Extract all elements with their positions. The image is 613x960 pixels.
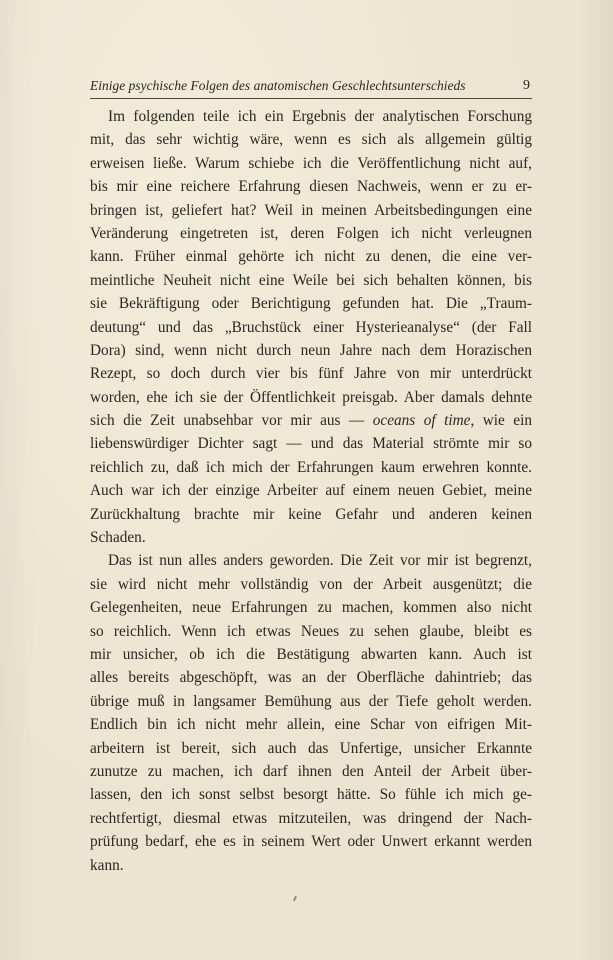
running-title: Einige psychische Folgen des anatomischen Geschlechtsunterschieds — [90, 78, 466, 93]
paragraph-1 — [90, 105, 532, 549]
text-line: Auch war ich der einzige Arbeiter auf einem neuen Gebiet, meine — [90, 482, 532, 500]
ink-speck — [293, 896, 297, 901]
text-line: Das ist nun alles anders geworden. Die Zeit vor mir ist begrenzt, — [108, 552, 532, 570]
text-line: zunutze zu machen, ich darf ihnen den Anteil der Arbeit über- — [90, 762, 532, 780]
text-line: Gelegenheiten, neue Erfahrungen zu machen, kommen also nicht — [90, 599, 532, 617]
paragraph-2 — [90, 549, 532, 876]
text-line: arbeitern ist bereit, sich auch das Unfertige, unsicher Erkannte — [90, 739, 532, 757]
text-line: alles bereits abgeschöpft, was an der Oberfläche dahintrieb; das — [90, 669, 532, 687]
text-line: rechtfertigt, diesmal etwas mitzuteilen, was dringend der Nach- — [90, 809, 532, 827]
text-line: kann. Früher einmal gehörte ich nicht zu denen, die eine ver- — [90, 248, 532, 266]
text-line: sie Bekräftigung oder Berichtigung gefunden hat. Die „Traum- — [90, 295, 532, 313]
text-line: prüfung bedarf, ehe es in seinem Wert oder Unwert erkannt werden — [90, 833, 532, 851]
text-line: kann. — [90, 856, 124, 874]
text-line-with-italic: sich die Zeit unabsehbar vor mir aus — oceans of time, wie ein — [90, 412, 532, 430]
text-line: Zurückhaltung brachte mir keine Gefahr und anderen keinen — [90, 505, 532, 523]
text-line: meintliche Neuheit nicht eine Weile bei sich behalten können, bis — [90, 271, 532, 289]
text-line: übrige muß in langsamer Bemühung aus der Tiefe geholt werden. — [90, 692, 532, 710]
text-line: mir unsicher, ob ich die Bestätigung abwarten kann. Auch ist — [90, 645, 532, 663]
italic-phrase: oceans of time — [372, 412, 471, 430]
body-text — [90, 105, 532, 877]
text-line: Im folgenden teile ich ein Ergebnis der analytischen Forschung — [108, 108, 532, 125]
text-line: sie wird nicht mehr vollständig von der Arbeit ausgenützt; die — [90, 575, 532, 593]
text-line: deutung“ und das „Bruchstück einer Hysterieanalyse“ (der Fall — [90, 318, 532, 336]
text-line: worden, ehe ich sie der Öffentlichkeit preisgab. Aber damals dehnte — [90, 388, 532, 406]
text-line: erweisen ließe. Warum schiebe ich die Veröffentlichung nicht auf, — [90, 154, 532, 172]
page-number: 9 — [523, 78, 530, 93]
text-line: Endlich bin ich nicht mehr allein, eine Schar von eifrigen Mit- — [90, 716, 532, 734]
text-line: Veränderung eingetreten ist, deren Folgen ich nicht verleugnen — [90, 224, 532, 242]
text-line: so reichlich. Wenn ich etwas Neues zu sehen glaube, bleibt es — [90, 622, 532, 640]
text-line: mit, das sehr wichtig wäre, wenn es sich als allgemein gültig — [90, 131, 532, 149]
text-line: liebenswürdiger Dichter sagt — und das Material strömte mir so — [90, 435, 532, 453]
text-line: Schaden. — [90, 529, 146, 547]
text-line: reichlich zu, daß ich mich der Erfahrungen kaum erwehren konnte. — [90, 458, 532, 476]
text-line: bringen ist, geliefert hat? Weil in meinen Arbeitsbedingungen eine — [90, 201, 532, 219]
text-line: lassen, den ich sonst selbst besorgt hätte. So fühle ich mich ge- — [90, 786, 532, 804]
text-line: Rezept, so doch durch vier bis fünf Jahre von mir unterdrückt — [90, 365, 532, 383]
text-line: Dora) sind, wenn nicht durch neun Jahre nach dem Horazischen — [90, 341, 532, 359]
text-line: bis mir eine reichere Erfahrung diesen Nachweis, wenn er zu er- — [90, 178, 532, 196]
running-header — [90, 76, 532, 99]
